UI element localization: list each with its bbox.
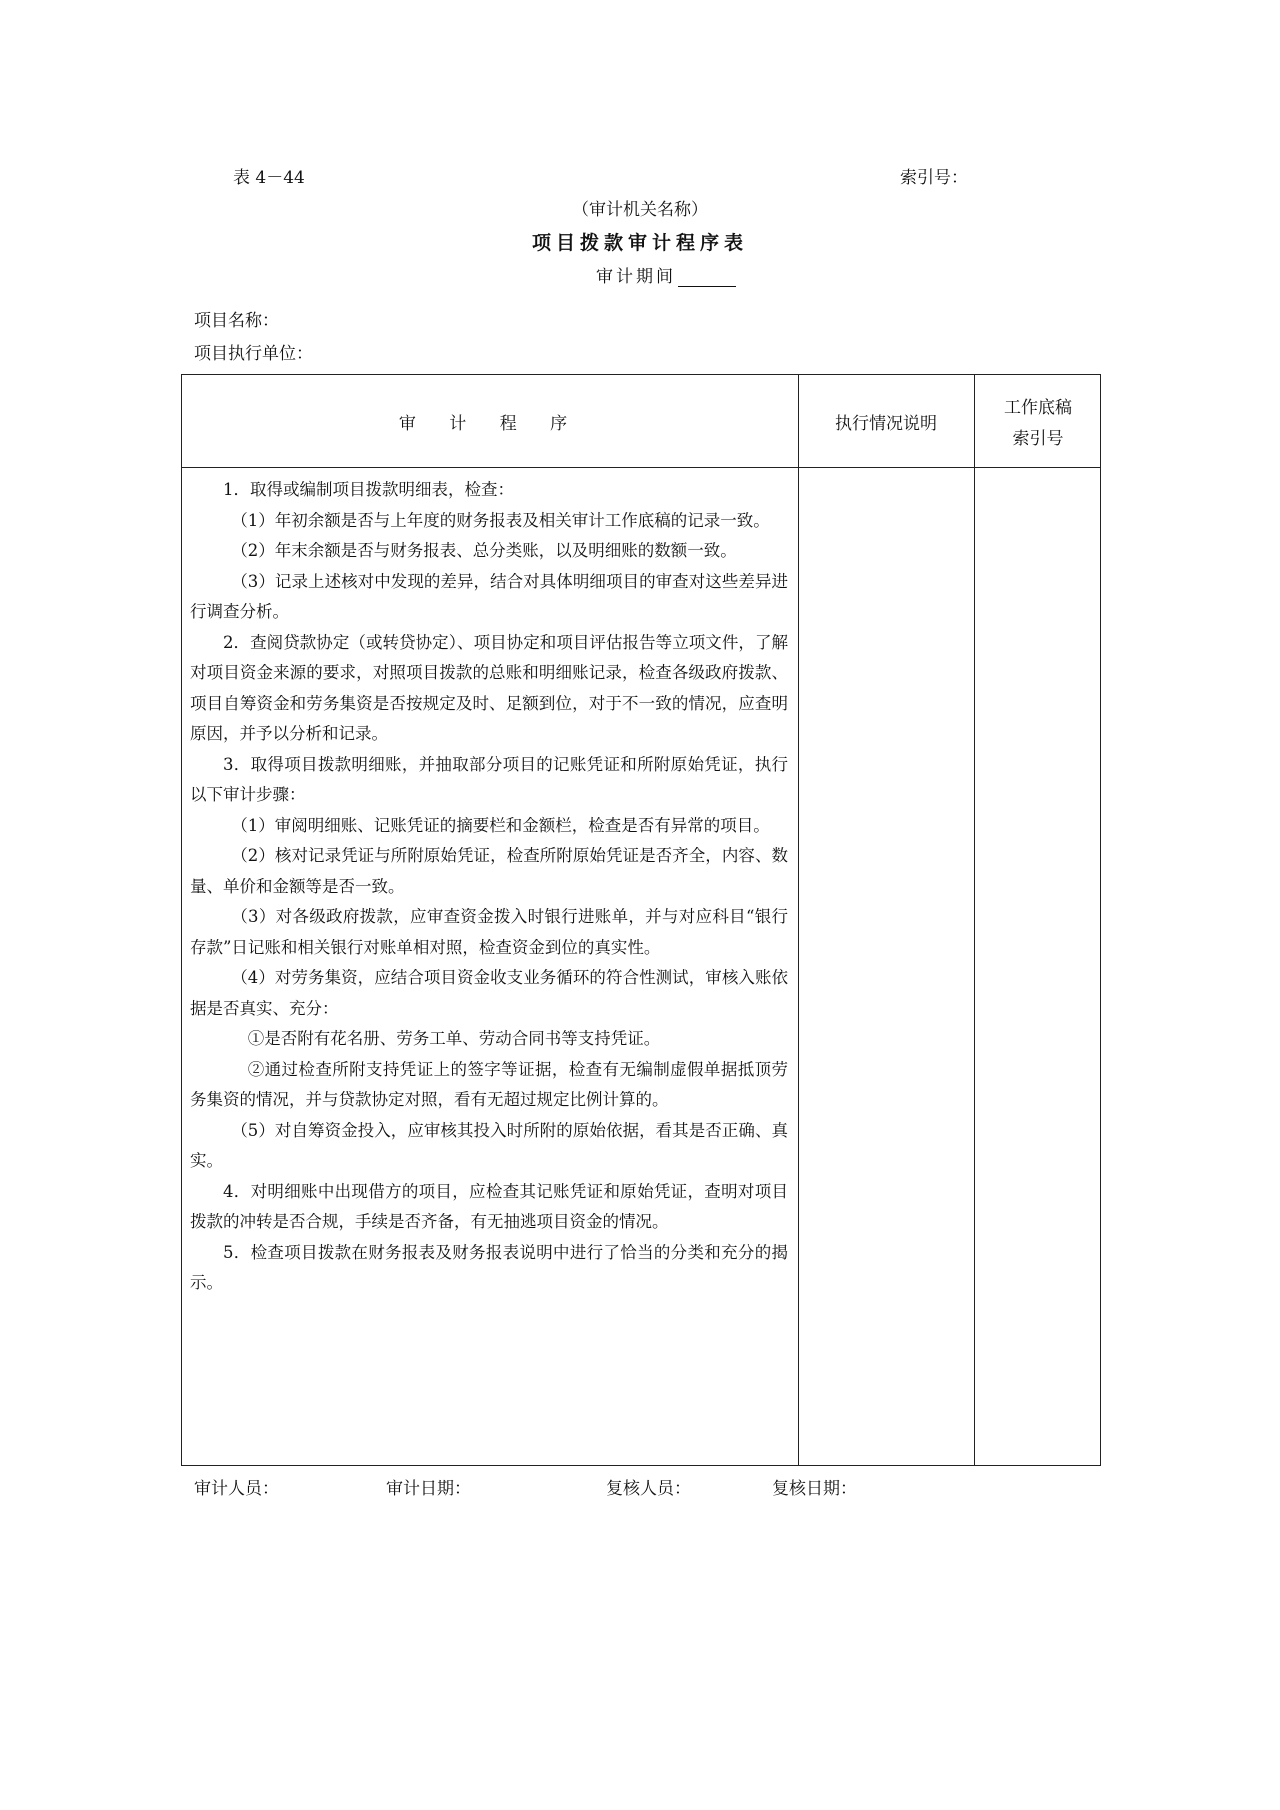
audit-date-label: 审计日期： xyxy=(386,1479,471,1499)
procedure-item: （1）年初余额是否与上年度的财务报表及相关审计工作底稿的记录一致。 xyxy=(231,510,770,530)
procedure-list xyxy=(190,475,788,1299)
procedure-item: （5）对自筹资金投入，应审核其投入时所附的原始依据，看其是否正确、真实。 xyxy=(190,1120,788,1170)
reviewer-label: 复核人员： xyxy=(606,1479,691,1499)
column-header-execution: 执行情况说明 xyxy=(835,414,937,434)
audit-period-blank xyxy=(678,270,736,287)
procedure-item: 5．检查项目拨款在财务报表及财务报表说明中进行了恰当的分类和充分的揭示。 xyxy=(190,1242,788,1292)
audit-agency-name: （审计机关名称） xyxy=(572,200,708,220)
column-divider xyxy=(974,375,975,1465)
procedure-item: （2）年末余额是否与财务报表、总分类账，以及明细账的数额一致。 xyxy=(231,541,737,560)
procedure-item: （3）记录上述核对中发现的差异，结合对具体明细项目的审查对这些差异进行调查分析。 xyxy=(190,571,788,621)
procedure-item: ②通过检查所附支持凭证上的签字等证据，检查有无编制虚假单据抵顶劳务集资的情况，并与贷款协定对照，看有无超过规定比例计算的。 xyxy=(190,1059,788,1109)
page-title: 项目拨款审计程序表 xyxy=(531,232,748,254)
project-unit-label: 项目执行单位： xyxy=(194,344,313,364)
project-name-label: 项目名称： xyxy=(194,311,279,331)
header-divider xyxy=(182,467,1100,468)
column-divider xyxy=(798,375,799,1465)
table-number: 表 4－44 xyxy=(233,168,305,188)
procedure-item: （1）审阅明细账、记账凭证的摘要栏和金额栏，检查是否有异常的项目。 xyxy=(231,815,770,835)
column-header-procedure: 审 计 程 序 xyxy=(398,414,582,434)
procedure-item: 2．查阅贷款协定（或转贷协定）、项目协定和项目评估报告等立项文件，了解对项目资金来源的要求，对照项目拨款的总账和明细账记录，检查各级政府拨款、项目自筹资金和劳务集资是否按规定及时、足额到位，对于不一致的情况，应查明原因，并予以分析和记录。 xyxy=(190,632,788,743)
column-header-ref-line1: 工作底稿 xyxy=(1004,398,1072,418)
procedure-item: ①是否附有花名册、劳务工单、劳动合同书等支持凭证。 xyxy=(247,1029,661,1048)
procedure-item: 1．取得或编制项目拨款明细表，检查： xyxy=(223,480,514,499)
procedure-item: 4．对明细账中出现借方的项目，应检查其记账凭证和原始凭证，查明对项目拨款的冲转是否合规，手续是否齐备，有无抽逃项目资金的情况。 xyxy=(190,1181,788,1231)
procedure-item: （2）核对记录凭证与所附原始凭证，检查所附原始凭证是否齐全，内容、数量、单价和金额等是否一致。 xyxy=(190,846,788,896)
audit-period-label: 审计期间 xyxy=(596,267,676,287)
auditor-label: 审计人员： xyxy=(194,1479,279,1499)
audit-procedure-table xyxy=(181,374,1101,1466)
procedure-item: 3．取得项目拨款明细账，并抽取部分项目的记账凭证和所附原始凭证，执行以下审计步骤： xyxy=(190,754,788,804)
review-date-label: 复核日期： xyxy=(772,1479,857,1499)
procedure-item: （4）对劳务集资，应结合项目资金收支业务循环的符合性测试，审核入账依据是否真实、充分： xyxy=(190,968,788,1018)
procedure-item: （3）对各级政府拨款，应审查资金拨入时银行进账单，并与对应科目“银行存款”日记账和相关银行对账单相对照，检查资金到位的真实性。 xyxy=(190,907,788,957)
audit-period xyxy=(596,262,736,287)
index-number-label: 索引号： xyxy=(900,168,968,188)
column-header-ref-line2: 索引号 xyxy=(1012,429,1064,449)
column-header-workpaper-ref xyxy=(974,393,1102,455)
